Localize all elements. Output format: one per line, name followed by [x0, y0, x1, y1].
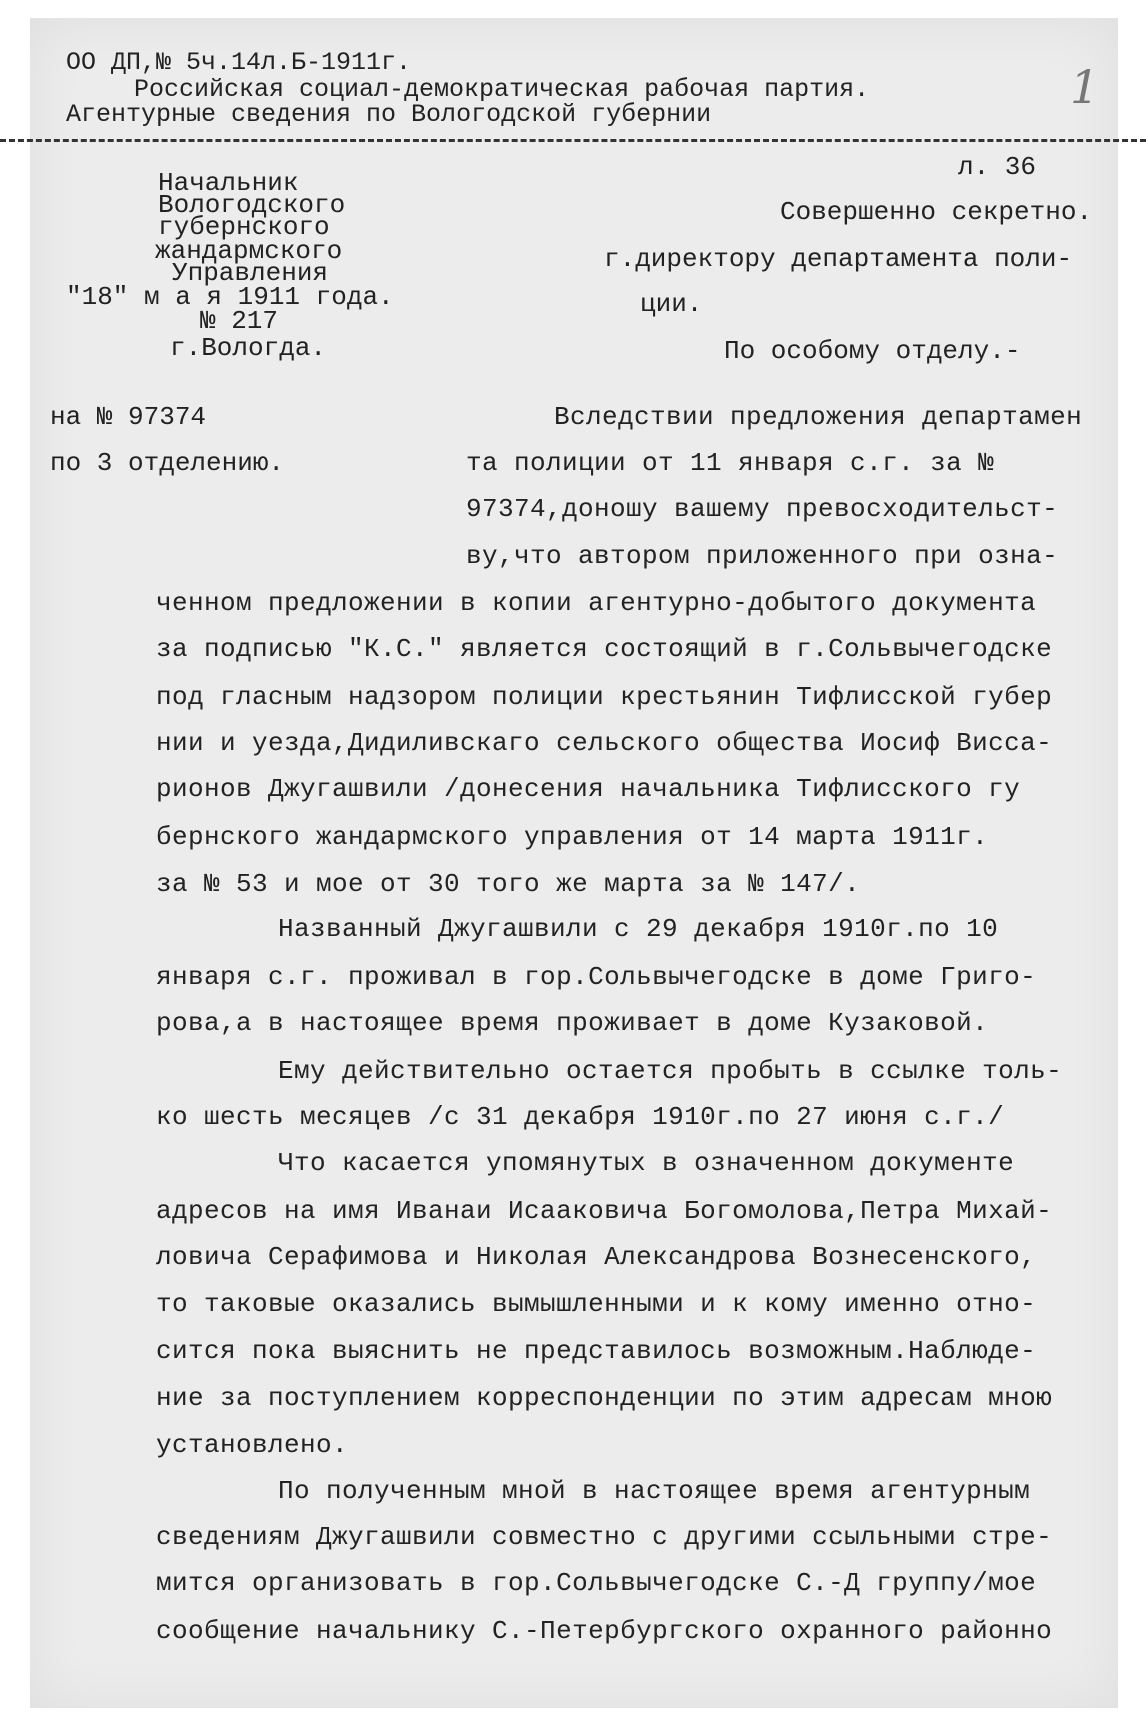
body-line: Названный Джугашвили с 29 декабря 1910г.по 10 — [278, 914, 999, 944]
sender-region: Вологодского — [158, 190, 346, 220]
body-line: за подписью "К.С." является состоящий в г.Сольвычегодске — [156, 634, 1053, 664]
body-line: рова,а в настоящее время проживает в доме Кузаковой. — [156, 1008, 989, 1038]
body-line: Ему действительно остается пробыть в ссылке толь- — [278, 1056, 1063, 1086]
sender-title: Начальник — [158, 168, 299, 198]
addressee-line-1: г.директору департамента поли- — [604, 244, 1073, 274]
body-line: мится организовать в гор.Сольвычегодске С.-Д группу/мое — [156, 1568, 1037, 1598]
page-number: 1 — [1070, 60, 1100, 114]
body-line: нии и уезда,Дидиливскаго сельского общества Иосиф Висса- — [156, 728, 1053, 758]
subject-line: Агентурные сведения по Вологодской губернии — [66, 100, 712, 129]
body-line: января с.г. проживал в гор.Сольвычегодске в доме Григо- — [156, 962, 1037, 992]
sender-office: Управления — [172, 258, 329, 288]
letter-date: "18" м а я 1911 года. — [66, 282, 394, 312]
body-line: ловича Серафимова и Николая Александрова Вознесенского, — [156, 1242, 1037, 1272]
body-line: ние за поступлением корреспонденции по этим адресам мною — [156, 1383, 1053, 1413]
body-line: та полиции от 11 января с.г. за № — [466, 448, 995, 478]
body-line: ву,что автором приложенного при озна- — [466, 541, 1059, 571]
body-line: ченном предложении в копии агентурно-добытого документа — [156, 588, 1037, 618]
body-line: сится пока выяснить не представилось возможным.Наблюде- — [156, 1336, 1037, 1366]
department-line: По особому отделу.- — [724, 336, 1021, 366]
body-line: то таковые оказались вымышленными и к кому именно отно- — [156, 1289, 1037, 1319]
body-line: Что касается упомянутых в означенном документе — [278, 1148, 1015, 1178]
reference-section: по 3 отделению. — [50, 448, 285, 478]
header-divider — [0, 139, 1146, 142]
party-name: Российская социал-демократическая рабочая партия. — [134, 75, 870, 104]
body-line: под гласным надзором полиции крестьянин Тифлисской губер — [156, 682, 1053, 712]
body-line: адресов на имя Иванаи Исааковича Богомолова,Петра Михай- — [156, 1196, 1053, 1226]
body-line: рионов Джугашвили /донесения начальника Тифлисского гу — [156, 774, 1021, 804]
reference-number: на № 97374 — [50, 402, 207, 432]
letter-number: № 217 — [200, 306, 279, 336]
sender-gendarme: жандармского — [155, 236, 343, 266]
classification-stamp: Совершенно секретно. — [780, 197, 1093, 227]
body-line: 97374,доношу вашему превосходительст- — [466, 494, 1059, 524]
body-line: ко шесть месяцев /с 31 декабря 1910г.по 27 июня с.г./ — [156, 1102, 1005, 1132]
body-line: Вследствии предложения департамен — [554, 402, 1083, 432]
body-line: По полученным мной в настоящее время агентурным — [278, 1476, 1031, 1506]
file-reference: ОО ДП,№ 5ч.14л.Б-1911г. — [66, 48, 412, 77]
scan-margin — [1118, 10, 1146, 1719]
body-line: сообщение начальнику С.-Петербургского охранного районно — [156, 1616, 1053, 1646]
body-line: установлено. — [156, 1430, 349, 1460]
letter-city: г.Вологда. — [170, 333, 327, 363]
sheet-number: л. 36 — [958, 152, 1037, 182]
body-line: за № 53 и мое от 30 того же марта за № 147/. — [156, 869, 861, 899]
addressee-line-2: ции. — [640, 289, 703, 319]
sender-gubernia: губернского — [158, 212, 330, 242]
body-line: сведениям Джугашвили совместно с другими ссыльными стре- — [156, 1522, 1053, 1552]
body-line: бернского жандармского управления от 14 марта 1911г. — [156, 822, 989, 852]
